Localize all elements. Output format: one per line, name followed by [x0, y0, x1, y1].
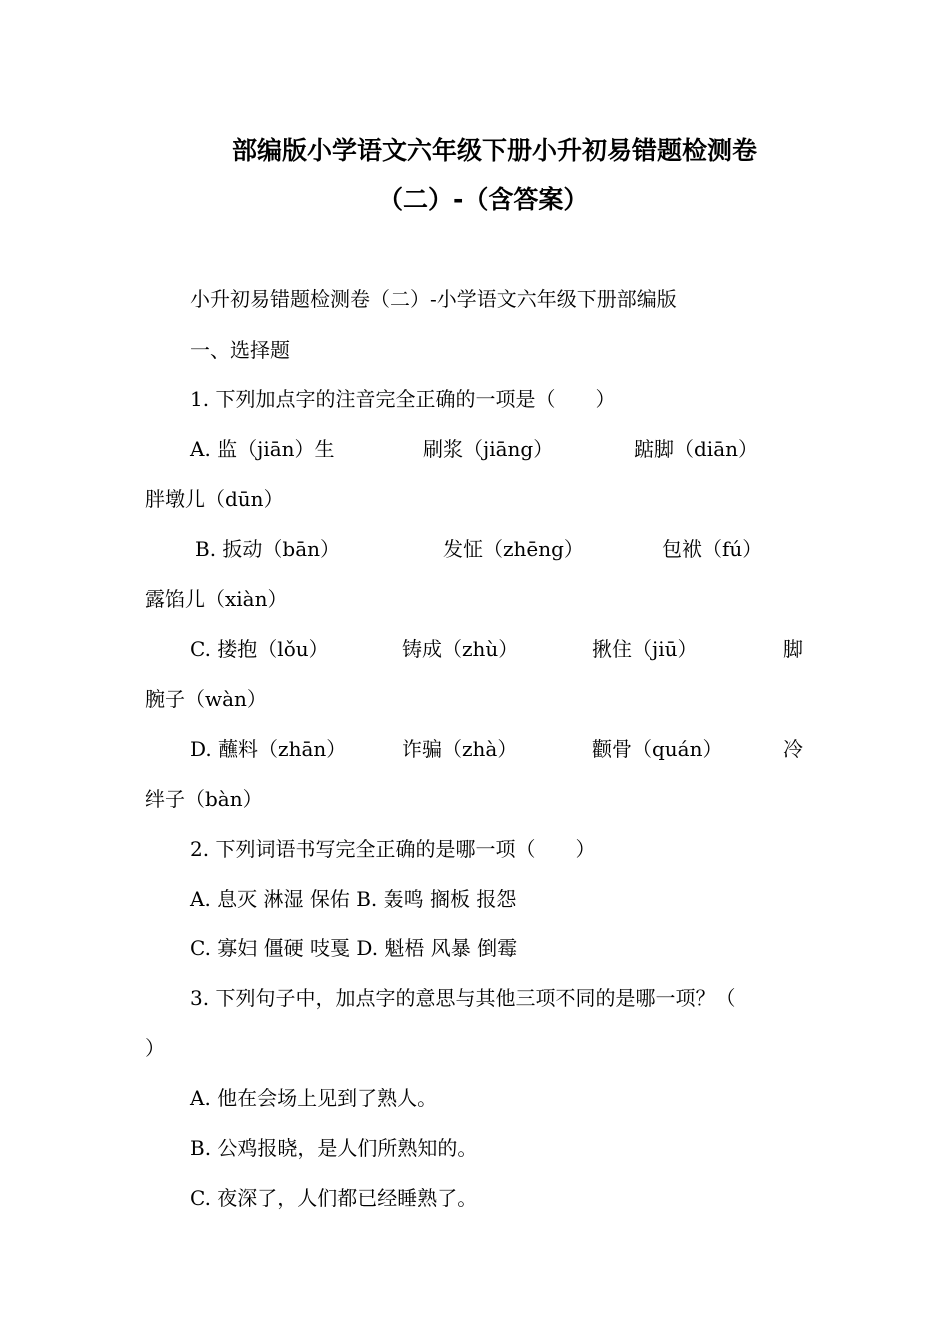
- document-title-line-2: （二）-（含答案）: [378, 185, 589, 214]
- option-a-item-3: 踮脚（diān）: [634, 437, 759, 461]
- question-3-option-c: C. 夜深了，人们都已经睡熟了。: [190, 1186, 478, 1210]
- question-2-options-cd: C. 寡妇 僵硬 吱戛 D. 魁梧 风暴 倒霉: [190, 936, 518, 960]
- option-a-item-2: 刷浆（jiāng）: [423, 437, 554, 461]
- question-1-option-b-cont: 露馅儿（xiàn）: [145, 587, 288, 611]
- question-3-option-a: A. 他在会场上见到了熟人。: [190, 1086, 438, 1110]
- option-b-item-3: 包袱（fú）: [662, 537, 763, 561]
- document-title-line-1: 部编版小学语文六年级下册小升初易错题检测卷: [232, 136, 758, 165]
- option-d-item-4-start: 冷: [783, 737, 803, 761]
- option-c-item-1: C. 搂抱（lǒu）: [190, 637, 329, 661]
- question-1-stem: 1. 下列加点字的注音完全正确的一项是（ ）: [190, 387, 616, 411]
- document-subtitle: 小升初易错题检测卷（二）-小学语文六年级下册部编版: [190, 287, 677, 311]
- question-1-option-c-cont: 腕子（wàn）: [145, 687, 267, 711]
- option-d-item-1: D. 蘸料（zhān）: [190, 737, 347, 761]
- question-3-stem: 3. 下列句子中，加点字的意思与其他三项不同的是哪一项？（: [190, 986, 736, 1010]
- question-1-option-a-cont: 胖墩儿（dūn）: [145, 487, 284, 511]
- option-d-item-3: 颧骨（quán）: [592, 737, 723, 761]
- question-2-stem: 2. 下列词语书写完全正确的是哪一项（ ）: [190, 837, 596, 861]
- option-b-item-2: 发怔（zhēng）: [443, 537, 584, 561]
- option-d-item-2: 诈骗（zhà）: [402, 737, 518, 761]
- question-3-stem-end: ）: [145, 1036, 165, 1060]
- option-c-item-3: 揪住（jiū）: [592, 637, 698, 661]
- option-b-item-1: B. 扳动（bān）: [195, 537, 341, 561]
- question-3-option-b: B. 公鸡报晓，是人们所熟知的。: [190, 1136, 478, 1160]
- question-2-options-ab: A. 息灭 淋湿 保佑 B. 轰鸣 搁板 报怨: [190, 887, 517, 911]
- option-c-item-4-start: 脚: [783, 637, 803, 661]
- question-1-option-d-cont: 绊子（bàn）: [145, 787, 263, 811]
- section-heading-choice: 一、选择题: [190, 338, 290, 362]
- option-c-item-2: 铸成（zhù）: [402, 637, 519, 661]
- option-a-item-1: A. 监（jiān）生: [190, 437, 335, 461]
